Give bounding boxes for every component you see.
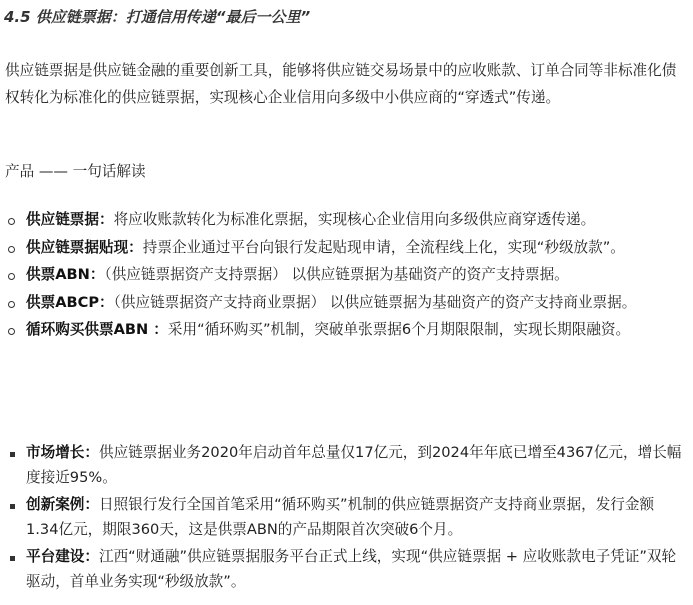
square-bullet-icon xyxy=(10,452,15,457)
square-bullet-icon xyxy=(10,556,15,561)
item-term: 平台建设： xyxy=(26,548,99,565)
hollow-bullet-icon xyxy=(8,246,15,253)
item-term: 供应链票据贴现： xyxy=(26,238,143,256)
item-term: 供票ABN： xyxy=(26,266,105,283)
list-item-abn xyxy=(0,263,693,288)
list-item-platform xyxy=(0,545,693,594)
item-term: 市场增长： xyxy=(26,444,99,461)
list-item-revolving-abn xyxy=(0,318,693,343)
item-text: 采用“循环购买”机制，突破单张票据6个月期限限制，实现长期限融资。 xyxy=(167,321,631,338)
item-text: （供应链票据资产支持商业票据） 以供应链票据为基础资产的资产支持商业票据。 xyxy=(113,293,637,311)
list-item-abcp xyxy=(0,291,693,316)
products-subtitle: 产品 —— 一句话解读 xyxy=(5,163,146,180)
section-heading: 4.5 供应链票据：打通信用传递“最后一公里” xyxy=(4,8,311,26)
intro-paragraph: 供应链票据是供应链金融的重要创新工具，能够将供应链交易场景中的应收账款、订单合同等非标准化债权转化为标准化的供应链票据，实现核心企业信用向多级中小供应商的“穿透式”传递。 xyxy=(5,62,677,106)
list-item-market-growth xyxy=(0,441,693,490)
hollow-bullet-icon xyxy=(8,273,15,280)
item-text: 将应收账款转化为标准化票据，实现核心企业信用向多级供应商穿透传递。 xyxy=(113,211,596,228)
item-term: 供应链票据： xyxy=(26,211,114,228)
hollow-bullet-icon xyxy=(8,301,15,308)
hollow-bullet-icon xyxy=(8,328,15,335)
item-text: 江西“财通融”供应链票据服务平台正式上线，实现“供应链票据 + 应收账款电子凭证”双轮驱动，首单业务实现“秒级放款”。 xyxy=(26,548,677,590)
hollow-bullet-icon xyxy=(8,218,15,225)
list-item-bill-discount xyxy=(0,236,693,261)
product-list xyxy=(0,208,693,346)
list-item-innovation-case xyxy=(0,493,693,542)
square-bullet-icon xyxy=(10,504,15,509)
item-text: 供应链票据业务2020年启动首年总量仅17亿元，到2024年年底已增至4367亿元，增长幅度接近95%。 xyxy=(26,444,682,486)
item-term: 供票ABCP： xyxy=(26,293,114,311)
item-text: （供应链票据资产支持票据） 以供应链票据为基础资产的资产支持票据。 xyxy=(104,266,569,283)
key-points-list xyxy=(0,441,693,597)
item-text: 日照银行发行全国首笔采用“循环购买”机制的供应链票据资产支持商业票据，发行金额1.34亿元，期限360天，这是供票ABN的产品期限首次突破6个月。 xyxy=(26,496,655,538)
item-term: 循环购买供票ABN ： xyxy=(26,321,168,338)
item-term: 创新案例： xyxy=(26,496,99,513)
item-text: 持票企业通过平台向银行发起贴现申请，全流程线上化，实现“秒级放款”。 xyxy=(142,238,625,256)
list-item-supply-chain-bill xyxy=(0,208,693,233)
